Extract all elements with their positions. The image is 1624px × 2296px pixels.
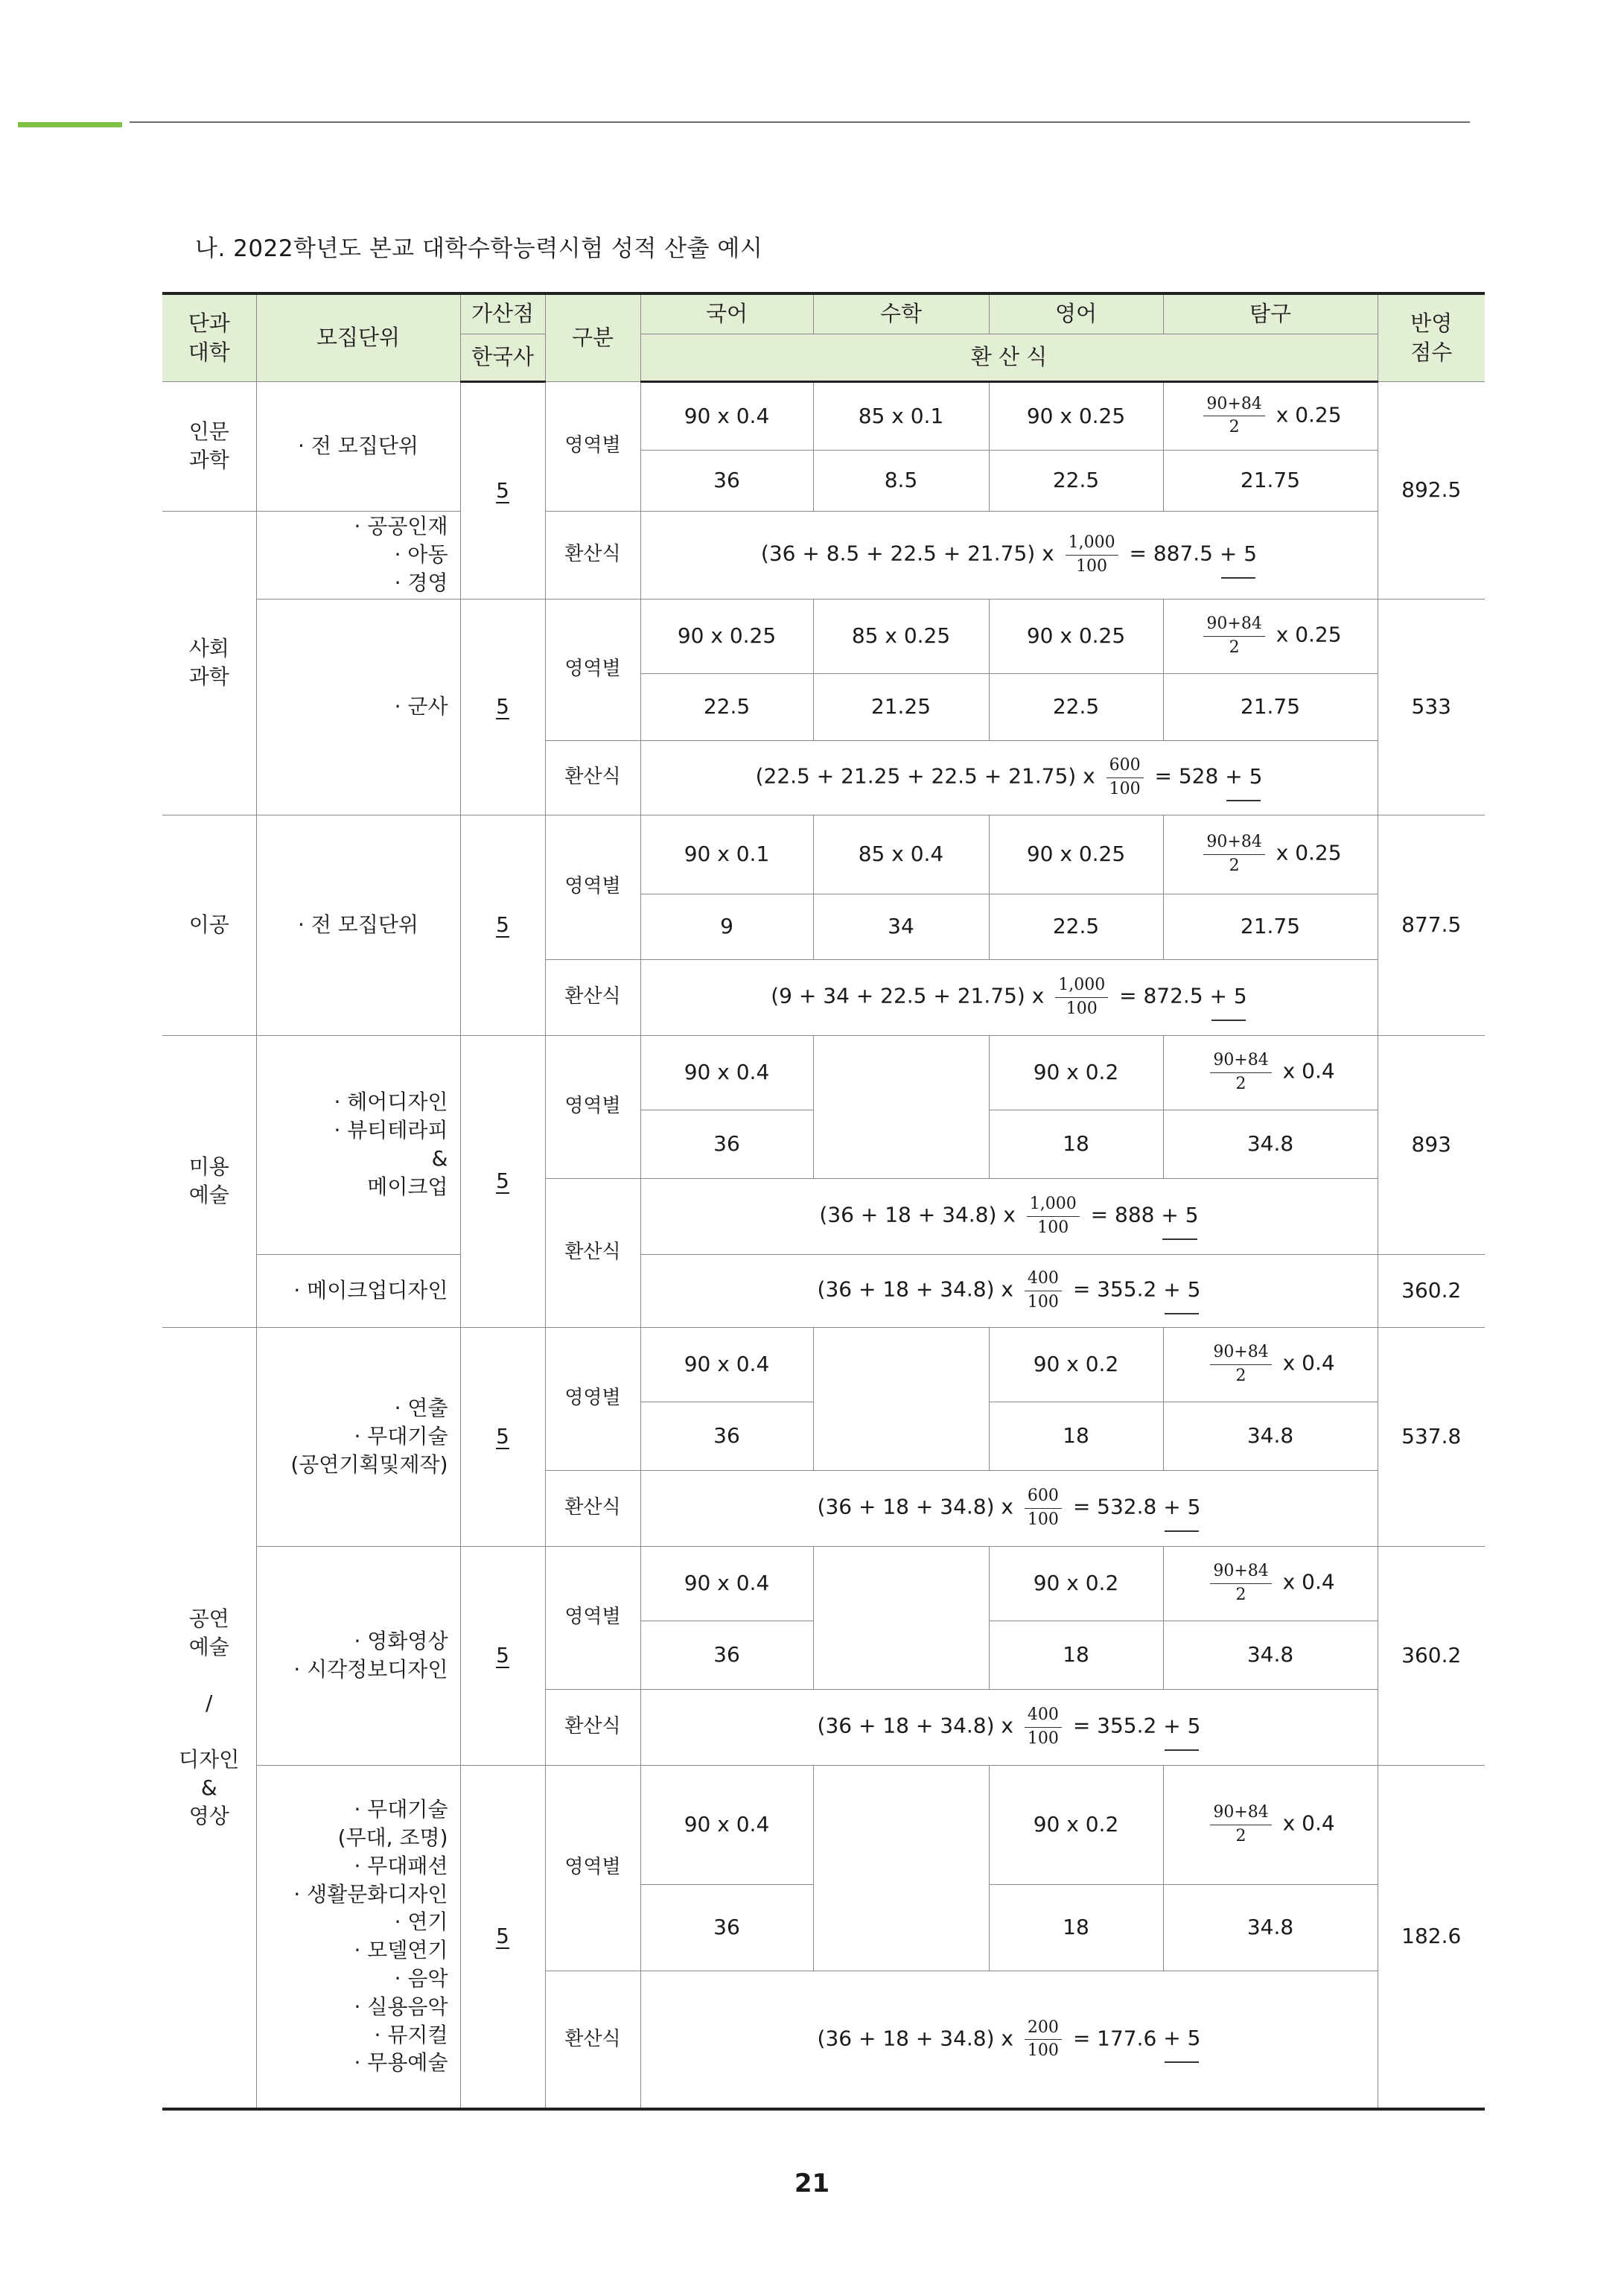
beauty-english-value: 18 xyxy=(989,1110,1163,1178)
header-college: 단과 대학 xyxy=(162,293,256,381)
score-perf1: 537.8 xyxy=(1378,1327,1485,1546)
unit-humanities-all: · 전 모집단위 xyxy=(256,381,460,511)
social-english-value: 22.5 xyxy=(989,673,1163,740)
kind-conversion: 환산식 xyxy=(545,959,640,1035)
humanities-math: 85 x 0.1 xyxy=(813,381,989,450)
perf1-english: 90 x 0.2 xyxy=(989,1327,1163,1402)
bonus-humanities: 5 xyxy=(460,381,545,599)
perf1-korean: 90 x 0.4 xyxy=(640,1327,813,1402)
score-makeup-design: 360.2 xyxy=(1378,1254,1485,1327)
kind-area: 영역별 xyxy=(545,815,640,959)
unit-social-public: · 공공인재 · 아동 · 경영 xyxy=(256,511,460,599)
perf3-math-empty xyxy=(813,1765,989,1971)
kind-area: 영영별 xyxy=(545,1327,640,1470)
humanities-english: 90 x 0.25 xyxy=(989,381,1163,450)
bonus-beauty: 5 xyxy=(460,1035,545,1327)
kind-conversion: 환산식 xyxy=(545,740,640,815)
perf2-inquiry-value: 34.8 xyxy=(1163,1621,1378,1689)
score-beauty: 893 xyxy=(1378,1035,1485,1254)
social-math: 85 x 0.25 xyxy=(813,599,989,673)
unit-makeup-design: · 메이크업디자인 xyxy=(256,1254,460,1327)
engineering-conversion-formula: (9 + 34 + 22.5 + 21.75) x $\frac{1,000}{100}$ = 872.5 + 5 xyxy=(640,959,1378,1035)
humanities-conversion-formula: (36 + 8.5 + 22.5 + 21.75) x $\frac{1,000}{100}$ = 887.5 + 5 xyxy=(640,511,1378,599)
engineering-inquiry: $\frac{90+84}{2}$ x 0.25 xyxy=(1163,815,1378,894)
engineering-korean-value: 9 xyxy=(640,894,813,959)
humanities-inquiry: $\frac{90+84}{2}$ x 0.25 xyxy=(1163,381,1378,450)
social-korean: 90 x 0.25 xyxy=(640,599,813,673)
perf3-inquiry: $\frac{90+84}{2}$ x 0.4 xyxy=(1163,1765,1378,1884)
perf2-math-empty xyxy=(813,1546,989,1689)
college-humanities: 인문 과학 xyxy=(162,381,256,511)
college-beauty: 미용 예술 xyxy=(162,1035,256,1327)
header-kind: 구분 xyxy=(545,293,640,381)
header-korean: 국어 xyxy=(640,293,813,334)
perf3-english: 90 x 0.2 xyxy=(989,1765,1163,1884)
header-bonus: 가산점 xyxy=(460,293,545,334)
social-english: 90 x 0.25 xyxy=(989,599,1163,673)
perf2-inquiry: $\frac{90+84}{2}$ x 0.4 xyxy=(1163,1546,1378,1621)
score-perf2: 360.2 xyxy=(1378,1546,1485,1765)
perf3-inquiry-value: 34.8 xyxy=(1163,1884,1378,1971)
header-rule xyxy=(130,121,1470,123)
social-inquiry: $\frac{90+84}{2}$ x 0.25 xyxy=(1163,599,1378,673)
humanities-korean: 90 x 0.4 xyxy=(640,381,813,450)
perf1-inquiry-value: 34.8 xyxy=(1163,1402,1378,1470)
kind-conversion: 환산식 xyxy=(545,511,640,599)
unit-perf-film: · 영화영상 · 시각정보디자인 xyxy=(256,1546,460,1765)
kind-area: 영역별 xyxy=(545,381,640,511)
unit-perf-directing: · 연출 · 무대기술 (공연기획및제작) xyxy=(256,1327,460,1546)
unit-beauty: · 헤어디자인 · 뷰티테라피 & 메이크업 xyxy=(256,1035,460,1254)
social-inquiry-value: 21.75 xyxy=(1163,673,1378,740)
perf2-english-value: 18 xyxy=(989,1621,1163,1689)
unit-social-military: · 군사 xyxy=(256,599,460,815)
humanities-inquiry-value: 21.75 xyxy=(1163,450,1378,511)
kind-area: 영역별 xyxy=(545,599,640,740)
bonus-engineering: 5 xyxy=(460,815,545,1035)
social-conversion-formula: (22.5 + 21.25 + 22.5 + 21.75) x $\frac{600}{100}$ = 528 + 5 xyxy=(640,740,1378,815)
makeup-design-conversion-formula: (36 + 18 + 34.8) x $\frac{400}{100}$ = 355.2 + 5 xyxy=(640,1254,1378,1327)
header-score: 반영 점수 xyxy=(1378,293,1485,381)
perf1-inquiry: $\frac{90+84}{2}$ x 0.4 xyxy=(1163,1327,1378,1402)
kind-conversion: 환산식 xyxy=(545,1178,640,1327)
header-formula: 환 산 식 xyxy=(640,334,1378,381)
bonus-perf1: 5 xyxy=(460,1327,545,1546)
college-performing-arts: 공연 예술 / 디자인 & 영상 xyxy=(162,1327,256,2109)
perf3-korean: 90 x 0.4 xyxy=(640,1765,813,1884)
perf3-korean-value: 36 xyxy=(640,1884,813,1971)
beauty-english: 90 x 0.2 xyxy=(989,1035,1163,1110)
college-engineering: 이공 xyxy=(162,815,256,1035)
score-calculation-table xyxy=(162,292,1485,2111)
kind-area: 영역별 xyxy=(545,1765,640,1971)
section-title: 나. 2022학년도 본교 대학수학능력시험 성적 산출 예시 xyxy=(195,235,763,262)
beauty-inquiry: $\frac{90+84}{2}$ x 0.4 xyxy=(1163,1035,1378,1110)
perf2-korean: 90 x 0.4 xyxy=(640,1546,813,1621)
header-inquiry: 탐구 xyxy=(1163,293,1378,334)
perf2-korean-value: 36 xyxy=(640,1621,813,1689)
header-math: 수학 xyxy=(813,293,989,334)
score-social: 533 xyxy=(1378,599,1485,815)
engineering-english-value: 22.5 xyxy=(989,894,1163,959)
humanities-english-value: 22.5 xyxy=(989,450,1163,511)
perf3-conversion-formula: (36 + 18 + 34.8) x $\frac{200}{100}$ = 177.6 + 5 xyxy=(640,1971,1378,2109)
kind-area: 영역별 xyxy=(545,1546,640,1689)
humanities-korean-value: 36 xyxy=(640,450,813,511)
unit-engineering-all: · 전 모집단위 xyxy=(256,815,460,1035)
kind-conversion: 환산식 xyxy=(545,1470,640,1546)
bonus-perf3: 5 xyxy=(460,1765,545,2109)
perf1-english-value: 18 xyxy=(989,1402,1163,1470)
score-humanities: 892.5 xyxy=(1378,381,1485,599)
engineering-math: 85 x 0.4 xyxy=(813,815,989,894)
perf2-english: 90 x 0.2 xyxy=(989,1546,1163,1621)
kind-conversion: 환산식 xyxy=(545,1689,640,1765)
beauty-math-empty xyxy=(813,1035,989,1178)
social-korean-value: 22.5 xyxy=(640,673,813,740)
beauty-korean-value: 36 xyxy=(640,1110,813,1178)
inquiry-fraction: $\frac{90+84}{2}$ xyxy=(1203,395,1264,436)
page-number: 21 xyxy=(794,2169,830,2198)
beauty-inquiry-value: 34.8 xyxy=(1163,1110,1378,1178)
header-accent-bar xyxy=(18,122,122,127)
kind-conversion: 환산식 xyxy=(545,1971,640,2109)
bonus-perf2: 5 xyxy=(460,1546,545,1765)
header-english: 영어 xyxy=(989,293,1163,334)
perf1-math-empty xyxy=(813,1327,989,1470)
engineering-inquiry-value: 21.75 xyxy=(1163,894,1378,959)
perf2-conversion-formula: (36 + 18 + 34.8) x $\frac{400}{100}$ = 355.2 + 5 xyxy=(640,1689,1378,1765)
perf1-conversion-formula: (36 + 18 + 34.8) x $\frac{600}{100}$ = 532.8 + 5 xyxy=(640,1470,1378,1546)
beauty-conversion-formula: (36 + 18 + 34.8) x $\frac{1,000}{100}$ = 888 + 5 xyxy=(640,1178,1378,1254)
social-math-value: 21.25 xyxy=(813,673,989,740)
score-perf3: 182.6 xyxy=(1378,1765,1485,2109)
score-engineering: 877.5 xyxy=(1378,815,1485,1035)
beauty-korean: 90 x 0.4 xyxy=(640,1035,813,1110)
header-korean-history: 한국사 xyxy=(460,334,545,381)
bonus-social: 5 xyxy=(460,599,545,815)
perf1-korean-value: 36 xyxy=(640,1402,813,1470)
perf3-english-value: 18 xyxy=(989,1884,1163,1971)
humanities-math-value: 8.5 xyxy=(813,450,989,511)
kind-area: 영역별 xyxy=(545,1035,640,1178)
engineering-korean: 90 x 0.1 xyxy=(640,815,813,894)
unit-perf-stage: · 무대기술 (무대, 조명) · 무대패션 · 생활문화디자인 · 연기 · 모델연기 · 음악 · 실용음악 · 뮤지컬 · 무용예술 xyxy=(256,1765,460,2109)
engineering-english: 90 x 0.25 xyxy=(989,815,1163,894)
college-social: 사회 과학 xyxy=(162,511,256,815)
engineering-math-value: 34 xyxy=(813,894,989,959)
header-unit: 모집단위 xyxy=(256,293,460,381)
